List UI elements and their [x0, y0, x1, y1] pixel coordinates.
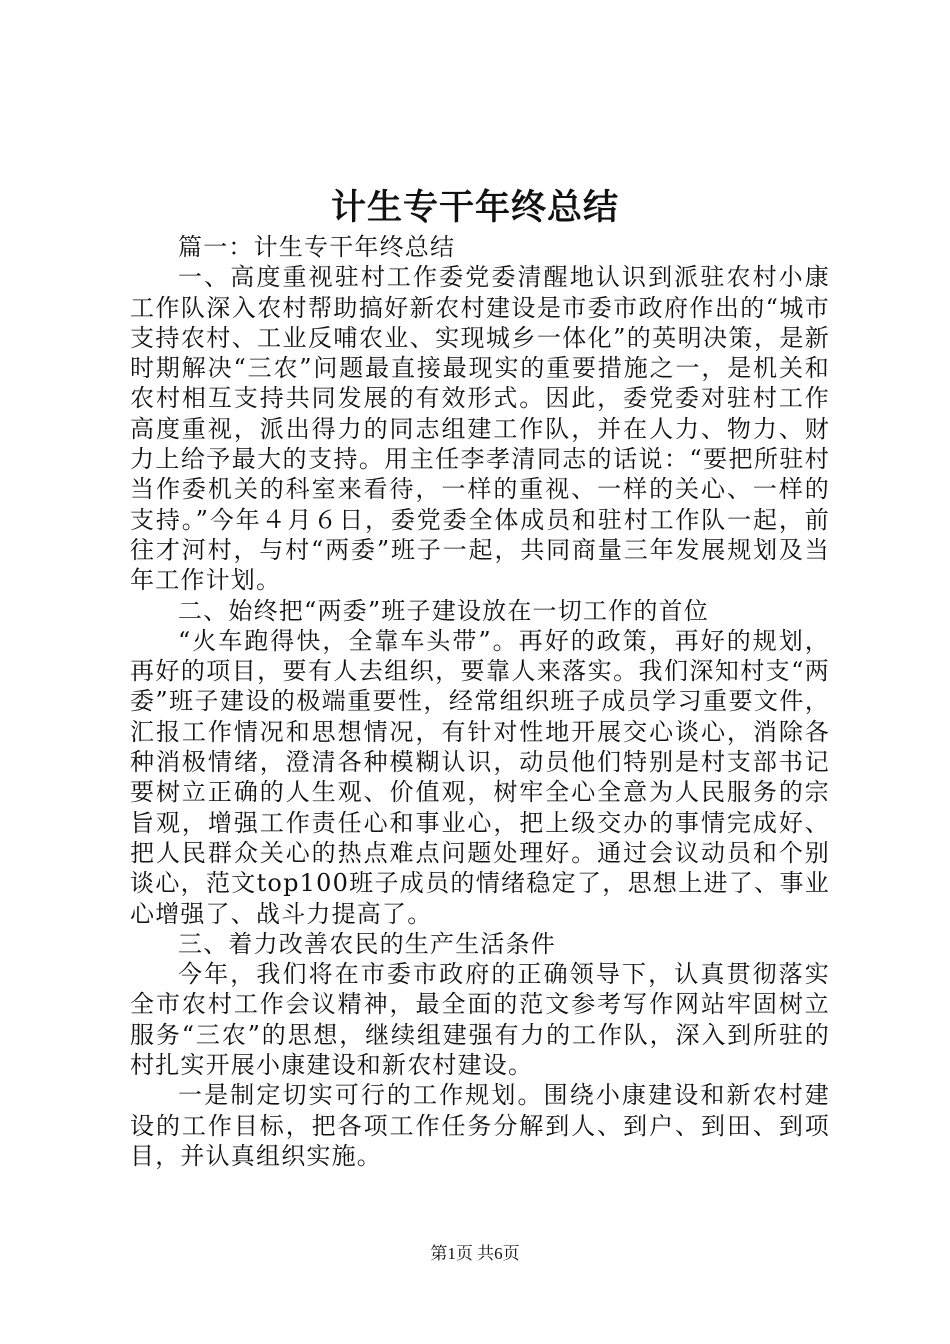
section-heading: 三、着力改善农民的生产生活条件: [178, 929, 556, 958]
section-heading: 篇一：计生专干年终总结: [178, 233, 456, 261]
page-number: 第1页 共6页: [430, 1244, 520, 1263]
section-heading: 二、始终把“两委”班子建设放在一切工作的首位: [178, 596, 709, 625]
paragraph: 一、高度重视驻村工作委党委清醒地认识到派驻农村小康工作队深入农村帮助搞好新农村建设是市委市政府作出的“城市支持农村、工业反哺农业、实现城乡一体化”的英明决策，是新时期解决“三农”问题最直接最现实的重要措施之一，是机关和农村相互支持共同发展的有效形式。因此，委党委对驻村工作高度重视，派出得力的同志组建工作队，并在人力、物力、财力上给予最大的支持。用主任李孝清同志的话说：“要把所驻村当作委机关的科室来看待，一样的重视、一样的关心、一样的支持。”今年４月６日，委党委全体成员和驻村工作队一起，前往才河村，与村“两委”班子一起，共同商量三年发展规划及当年工作计划。: [130, 263, 830, 595]
paragraph: “火车跑得快，全靠车头带”。再好的政策，再好的规划，再好的项目，要有人去组织，要靠人来落实。我们深知村支“两委”班子建设的极端重要性，经常组织班子成员学习重要文件，汇报工作情况和思想情况，有针对性地开展交心谈心，消除各种消极情绪，澄清各种模糊认识，动员他们特别是村支部书记要树立正确的人生观、价值观，树牢全心全意为人民服务的宗旨观，增强工作责任心和事业心，把上级交办的事情完成好、把人民群众关心的热点难点问题处理好。通过会议动员和个别谈心，范文top100班子成员的情绪稳定了，思想上进了、事业心增强了、战斗力提高了。: [130, 626, 830, 928]
paragraph: 今年，我们将在市委市政府的正确领导下，认真贯彻落实全市农村工作会议精神，最全面的范文参考写作网站牢固树立服务“三农”的思想，继续组建强有力的工作队，深入到所驻的村扎实开展小康建设和新农村建设。: [130, 960, 830, 1080]
paragraph: 一是制定切实可行的工作规划。围绕小康建设和新农村建设的工作目标，把各项工作任务分解到人、到户、到田、到项目，并认真组织实施。: [130, 1081, 830, 1170]
document-body: [130, 232, 830, 1171]
document-title: 计生专干年终总结: [330, 187, 619, 228]
